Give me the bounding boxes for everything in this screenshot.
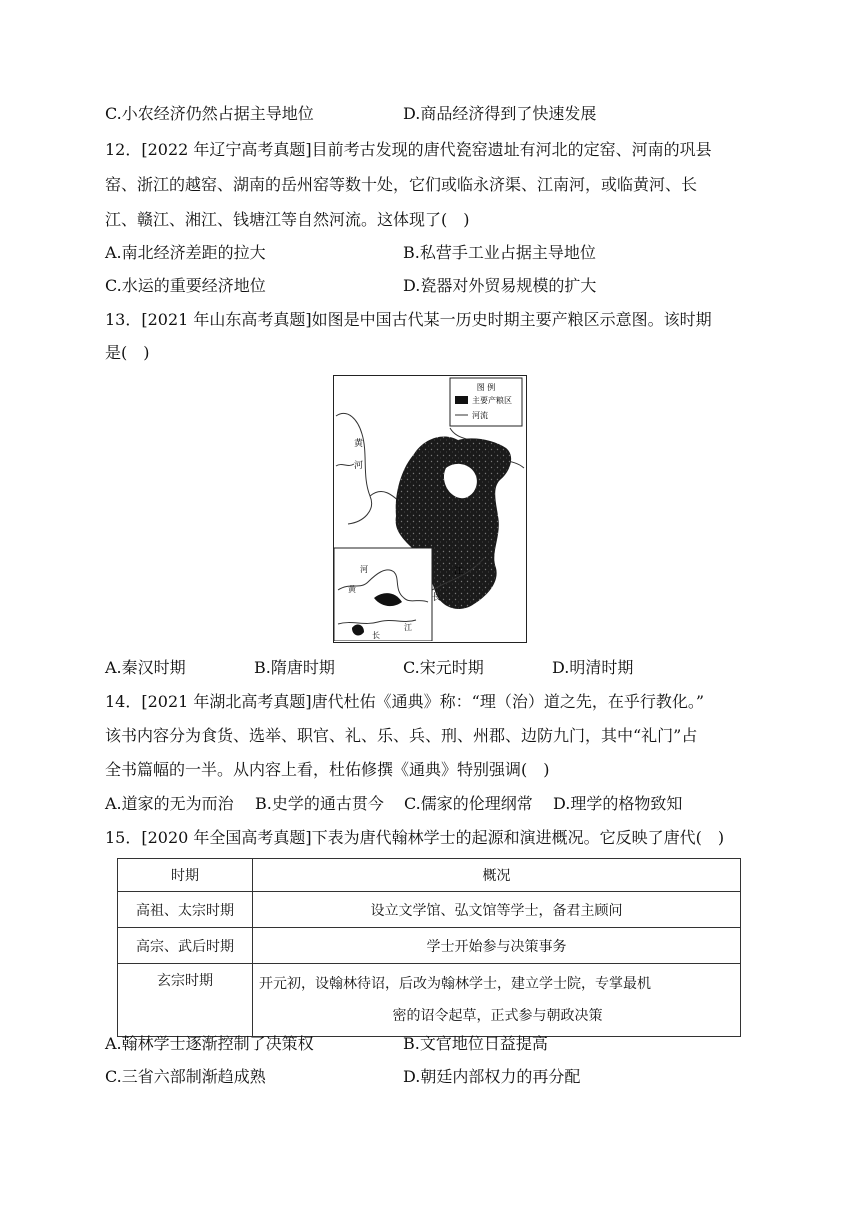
q12-option-b[interactable]: B.私营手工业占据主导地位 [403, 243, 596, 262]
q13-stem-line-1: 13．[2021 年山东高考真题]如图是中国古代某一历史时期主要产粮区示意图。该时期 [105, 310, 712, 329]
map-label-he: 河 [354, 461, 364, 471]
q11-option-c[interactable]: C.小农经济仍然占据主导地位 [105, 104, 314, 123]
inset-label-chang: 长 [372, 631, 380, 640]
q12-option-c[interactable]: C.水运的重要经济地位 [105, 276, 266, 295]
table-header-period: 时期 [118, 859, 253, 892]
q11-option-d[interactable]: D.商品经济得到了快速发展 [403, 104, 597, 123]
table-row [118, 928, 741, 964]
table-row [118, 892, 741, 928]
inset-label-huang: 黄 [348, 585, 356, 594]
legend-grain-label: 主要产粮区 [472, 396, 512, 405]
legend-title: 图 例 [476, 383, 496, 392]
table-header-overview: 概况 [253, 859, 741, 892]
hanlin-table [117, 858, 741, 1037]
table-cell-period: 高宗、武后时期 [118, 928, 253, 964]
q13-option-a[interactable]: A.秦汉时期 [105, 658, 186, 677]
q14-stem-line-3: 全书篇幅的一半。从内容上看，杜佑修撰《通典》特别强调( ) [105, 760, 550, 779]
legend-grain-swatch [455, 396, 468, 404]
q13-option-d[interactable]: D.明清时期 [552, 658, 634, 677]
q13-option-b[interactable]: B.隋唐时期 [254, 658, 335, 677]
table-cell-overview: 学士开始参与决策事务 [253, 928, 741, 964]
q15-stem-line-1: 15．[2020 年全国高考真题]下表为唐代翰林学士的起源和演进概况。它反映了唐代( ) [105, 828, 725, 847]
q15-option-b[interactable]: B.文官地位日益提高 [403, 1034, 548, 1053]
q14-option-d[interactable]: D.理学的格物致知 [553, 794, 683, 813]
q15-option-d[interactable]: D.朝廷内部权力的再分配 [403, 1067, 581, 1086]
q13-stem-line-2: 是( ) [105, 343, 150, 362]
q14-stem-line-1: 14．[2021 年湖北高考真题]唐代杜佑《通典》称：“理（治）道之先，在乎行教化。” [105, 692, 705, 711]
table-cell-overview-multiline [253, 964, 741, 1037]
river-west [336, 464, 354, 466]
grain-region-map [333, 375, 527, 643]
map-label-chang: 长 [432, 593, 442, 603]
map-label-huang: 黄 [354, 439, 364, 449]
q14-option-a[interactable]: A.道家的无为而治 [105, 794, 234, 813]
table-cell-period: 高祖、太宗时期 [118, 892, 253, 928]
map-figure [334, 376, 525, 641]
table-cell-line-2: 密的诏令起草，正式参与朝政决策 [392, 1008, 603, 1024]
table-cell-line-1: 开元初，设翰林待诏，后改为翰林学士，建立学士院，专掌最机 [259, 976, 651, 992]
inset-label-jiang: 江 [404, 623, 412, 632]
q14-option-b[interactable]: B.史学的通古贯今 [255, 794, 384, 813]
q14-stem-line-2: 该书内容分为食货、选举、职官、礼、乐、兵、刑、州郡、边防九门，其中“礼门”占 [105, 726, 698, 745]
table-cell-period: 玄宗时期 [118, 964, 253, 1037]
q12-stem-line-2: 窑、浙江的越窑、湖南的岳州窑等数十处，它们或临永济渠、江南河，或临黄河、长 [105, 175, 698, 194]
q12-option-d[interactable]: D.瓷器对外贸易规模的扩大 [403, 276, 597, 295]
q13-option-c[interactable]: C.宋元时期 [403, 658, 484, 677]
q15-option-a[interactable]: A.翰林学士逐渐控制了决策权 [105, 1034, 314, 1053]
map-label-jiang: 江 [454, 567, 464, 577]
table-row [118, 964, 741, 1037]
inset-label-he: 河 [360, 565, 368, 574]
q14-option-c[interactable]: C.儒家的伦理纲常 [404, 794, 533, 813]
table-header-row [118, 859, 741, 892]
q12-stem-line-3: 江、赣江、湘江、钱塘江等自然河流。这体现了( ) [105, 210, 470, 229]
legend-river-label: 河流 [472, 411, 488, 420]
table-cell-overview: 设立文学馆、弘文馆等学士，备君主顾问 [253, 892, 741, 928]
q12-option-a[interactable]: A.南北经济差距的拉大 [105, 243, 266, 262]
q12-stem-line-1: 12．[2022 年辽宁高考真题]目前考古发现的唐代瓷窑遗址有河北的定窑、河南的巩县 [105, 140, 712, 159]
q15-option-c[interactable]: C.三省六部制渐趋成熟 [105, 1067, 266, 1086]
